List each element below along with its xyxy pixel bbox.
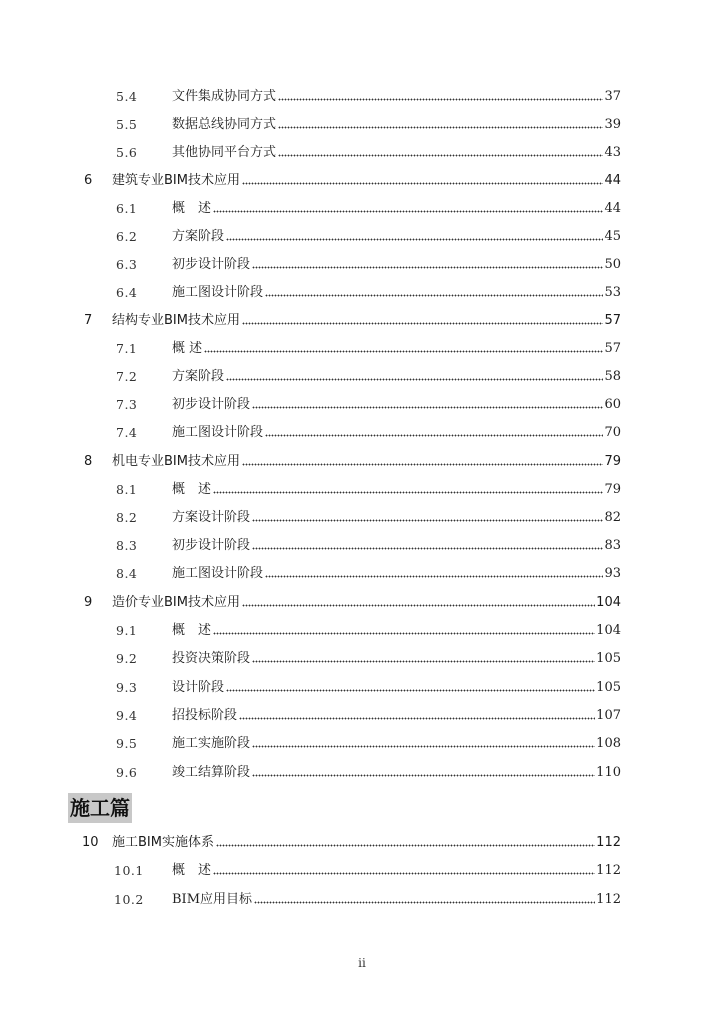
toc-section-entry[interactable]	[0, 479, 724, 501]
toc-entry-number: 7	[84, 313, 93, 328]
toc-entry-number: 8.2	[116, 510, 138, 525]
toc-entry-number: 9.6	[116, 765, 138, 780]
toc-entry-page: 112	[596, 892, 621, 907]
toc-entry-number: 8.1	[116, 482, 138, 497]
toc-entry-title: 造价专业BIM技术应用	[112, 595, 240, 610]
dot-leader	[265, 292, 603, 298]
toc-entry-number: 10	[82, 835, 99, 850]
dot-leader	[252, 772, 595, 778]
dot-leader	[204, 348, 603, 354]
dot-leader	[239, 715, 595, 721]
dot-leader	[213, 630, 595, 636]
toc-entry-title: 招投标阶段	[172, 708, 238, 723]
toc-section-entry[interactable]	[0, 422, 724, 444]
toc-entry-page: 53	[604, 285, 621, 300]
toc-chapter-entry[interactable]	[0, 451, 724, 473]
toc-entry-number: 6.3	[116, 257, 138, 272]
toc-entry-number: 6.1	[116, 201, 138, 216]
toc-entry-title: 数据总线协同方式	[172, 117, 277, 132]
toc-entry-title: 概 述	[172, 623, 212, 638]
toc-entry-number: 9.4	[116, 708, 138, 723]
toc-entry-page: 82	[604, 510, 621, 525]
toc-entry-page: 39	[604, 117, 621, 132]
dot-leader	[226, 236, 603, 242]
dot-leader	[252, 404, 603, 410]
toc-entry-number: 6	[84, 173, 93, 188]
toc-entry-page: 104	[596, 623, 621, 638]
toc-entry-number: 6.2	[116, 229, 138, 244]
dot-leader	[213, 489, 603, 495]
dot-leader	[252, 517, 603, 523]
toc-entry-title: 初步设计阶段	[172, 538, 251, 553]
toc-section-entry[interactable]	[0, 114, 724, 136]
dot-leader	[278, 124, 603, 130]
dot-leader	[213, 208, 603, 214]
toc-entry-title: 施工实施阶段	[172, 736, 251, 751]
toc-section-entry[interactable]	[0, 338, 724, 360]
toc-section-entry[interactable]	[0, 648, 724, 670]
toc-entry-title: 机电专业BIM技术应用	[112, 454, 240, 469]
toc-entry-number: 7.3	[116, 397, 138, 412]
toc-entry-title: 结构专业BIM技术应用	[112, 313, 240, 328]
toc-entry-page: 83	[604, 538, 621, 553]
toc-entry-page: 105	[596, 680, 621, 695]
toc-entry-page: 112	[596, 863, 621, 878]
part-heading: 施工篇	[68, 793, 132, 823]
toc-section-entry[interactable]	[0, 507, 724, 529]
toc-entry-title: 方案阶段	[172, 369, 225, 384]
dot-leader	[252, 658, 595, 664]
toc-entry-page: 110	[596, 765, 621, 780]
toc-entry-number: 5.4	[116, 89, 138, 104]
toc-entry-page: 60	[604, 397, 621, 412]
toc-section-entry[interactable]	[0, 705, 724, 727]
toc-chapter-entry[interactable]	[0, 310, 724, 332]
toc-entry-page: 44	[604, 201, 621, 216]
toc-entry-page: 50	[604, 257, 621, 272]
toc-section-entry[interactable]	[0, 86, 724, 108]
dot-leader	[216, 842, 595, 848]
toc-chapter-entry[interactable]	[0, 832, 724, 854]
toc-entry-title: 方案设计阶段	[172, 510, 251, 525]
toc-section-entry[interactable]	[0, 620, 724, 642]
toc-chapter-entry[interactable]	[0, 170, 724, 192]
toc-entry-page: 70	[604, 425, 621, 440]
dot-leader	[213, 870, 595, 876]
toc-entry-number: 7.4	[116, 425, 138, 440]
toc-section-entry[interactable]	[0, 254, 724, 276]
toc-entry-page: 43	[604, 145, 621, 160]
toc-section-entry[interactable]	[0, 860, 724, 882]
toc-entry-page: 112	[596, 835, 621, 850]
toc-entry-number: 5.6	[116, 145, 138, 160]
toc-section-entry[interactable]	[0, 226, 724, 248]
toc-entry-page: 93	[604, 566, 621, 581]
toc-entry-title: 建筑专业BIM技术应用	[112, 173, 240, 188]
toc-entry-title: 概 述	[172, 201, 212, 216]
dot-leader	[252, 545, 603, 551]
toc-section-entry[interactable]	[0, 394, 724, 416]
toc-entry-page: 57	[604, 313, 621, 328]
toc-entry-number: 10.2	[114, 892, 144, 907]
toc-entry-page: 107	[596, 708, 621, 723]
toc-entry-title: 施工图设计阶段	[172, 566, 264, 581]
toc-entry-title: 竣工结算阶段	[172, 765, 251, 780]
dot-leader	[252, 264, 603, 270]
toc-section-entry[interactable]	[0, 142, 724, 164]
dot-leader	[265, 573, 603, 579]
toc-entry-number: 8.4	[116, 566, 138, 581]
toc-entry-page: 45	[604, 229, 621, 244]
toc-entry-number: 9	[84, 595, 93, 610]
dot-leader	[265, 432, 603, 438]
toc-entry-number: 9.3	[116, 680, 138, 695]
toc-entry-number: 6.4	[116, 285, 138, 300]
toc-entry-title: 文件集成协同方式	[172, 89, 277, 104]
toc-entry-page: 79	[604, 482, 621, 497]
toc-section-entry[interactable]	[0, 677, 724, 699]
dot-leader	[242, 320, 603, 326]
toc-entry-title: 初步设计阶段	[172, 397, 251, 412]
dot-leader	[226, 376, 603, 382]
toc-entry-title: 初步设计阶段	[172, 257, 251, 272]
toc-entry-title: 概 述	[172, 341, 203, 356]
toc-section-entry[interactable]	[0, 733, 724, 755]
toc-entry-number: 8	[84, 454, 93, 469]
dot-leader	[278, 96, 603, 102]
dot-leader	[252, 743, 595, 749]
toc-entry-number: 9.1	[116, 623, 138, 638]
toc-entry-title: 概 述	[172, 482, 212, 497]
toc-entry-title: 概 述	[172, 863, 212, 878]
toc-section-entry[interactable]	[0, 535, 724, 557]
toc-section-entry[interactable]	[0, 198, 724, 220]
toc-chapter-entry[interactable]	[0, 592, 724, 614]
toc-entry-number: 7.2	[116, 369, 138, 384]
dot-leader	[242, 180, 603, 186]
toc-entry-title: 施工图设计阶段	[172, 285, 264, 300]
toc-entry-page: 57	[604, 341, 621, 356]
toc-section-entry[interactable]	[0, 889, 724, 911]
toc-section-entry[interactable]	[0, 366, 724, 388]
toc-entry-number: 5.5	[116, 117, 138, 132]
dot-leader	[242, 602, 595, 608]
page-number: ii	[358, 956, 366, 970]
dot-leader	[254, 899, 595, 905]
toc-section-entry[interactable]	[0, 762, 724, 784]
toc-entry-page: 58	[604, 369, 621, 384]
toc-entry-number: 9.5	[116, 736, 138, 751]
toc-section-entry[interactable]	[0, 563, 724, 585]
toc-entry-page: 79	[604, 454, 621, 469]
dot-leader	[242, 461, 603, 467]
toc-entry-title: 其他协同平台方式	[172, 145, 277, 160]
toc-entry-title: 设计阶段	[172, 680, 225, 695]
toc-entry-title: 施工BIM实施体系	[112, 835, 214, 850]
toc-entry-title: BIM应用目标	[172, 892, 252, 907]
dot-leader	[226, 687, 595, 693]
toc-entry-page: 104	[596, 595, 621, 610]
toc-entry-number: 8.3	[116, 538, 138, 553]
toc-entry-title: 投资决策阶段	[172, 651, 251, 666]
toc-entry-page: 108	[596, 736, 621, 751]
toc-entry-number: 9.2	[116, 651, 138, 666]
toc-entry-page: 44	[604, 173, 621, 188]
toc-entry-page: 37	[604, 89, 621, 104]
toc-entry-title: 施工图设计阶段	[172, 425, 264, 440]
toc-entry-number: 10.1	[114, 863, 144, 878]
toc-entry-title: 方案阶段	[172, 229, 225, 244]
toc-entry-page: 105	[596, 651, 621, 666]
toc-entry-number: 7.1	[116, 341, 138, 356]
dot-leader	[278, 152, 603, 158]
toc-section-entry[interactable]	[0, 282, 724, 304]
